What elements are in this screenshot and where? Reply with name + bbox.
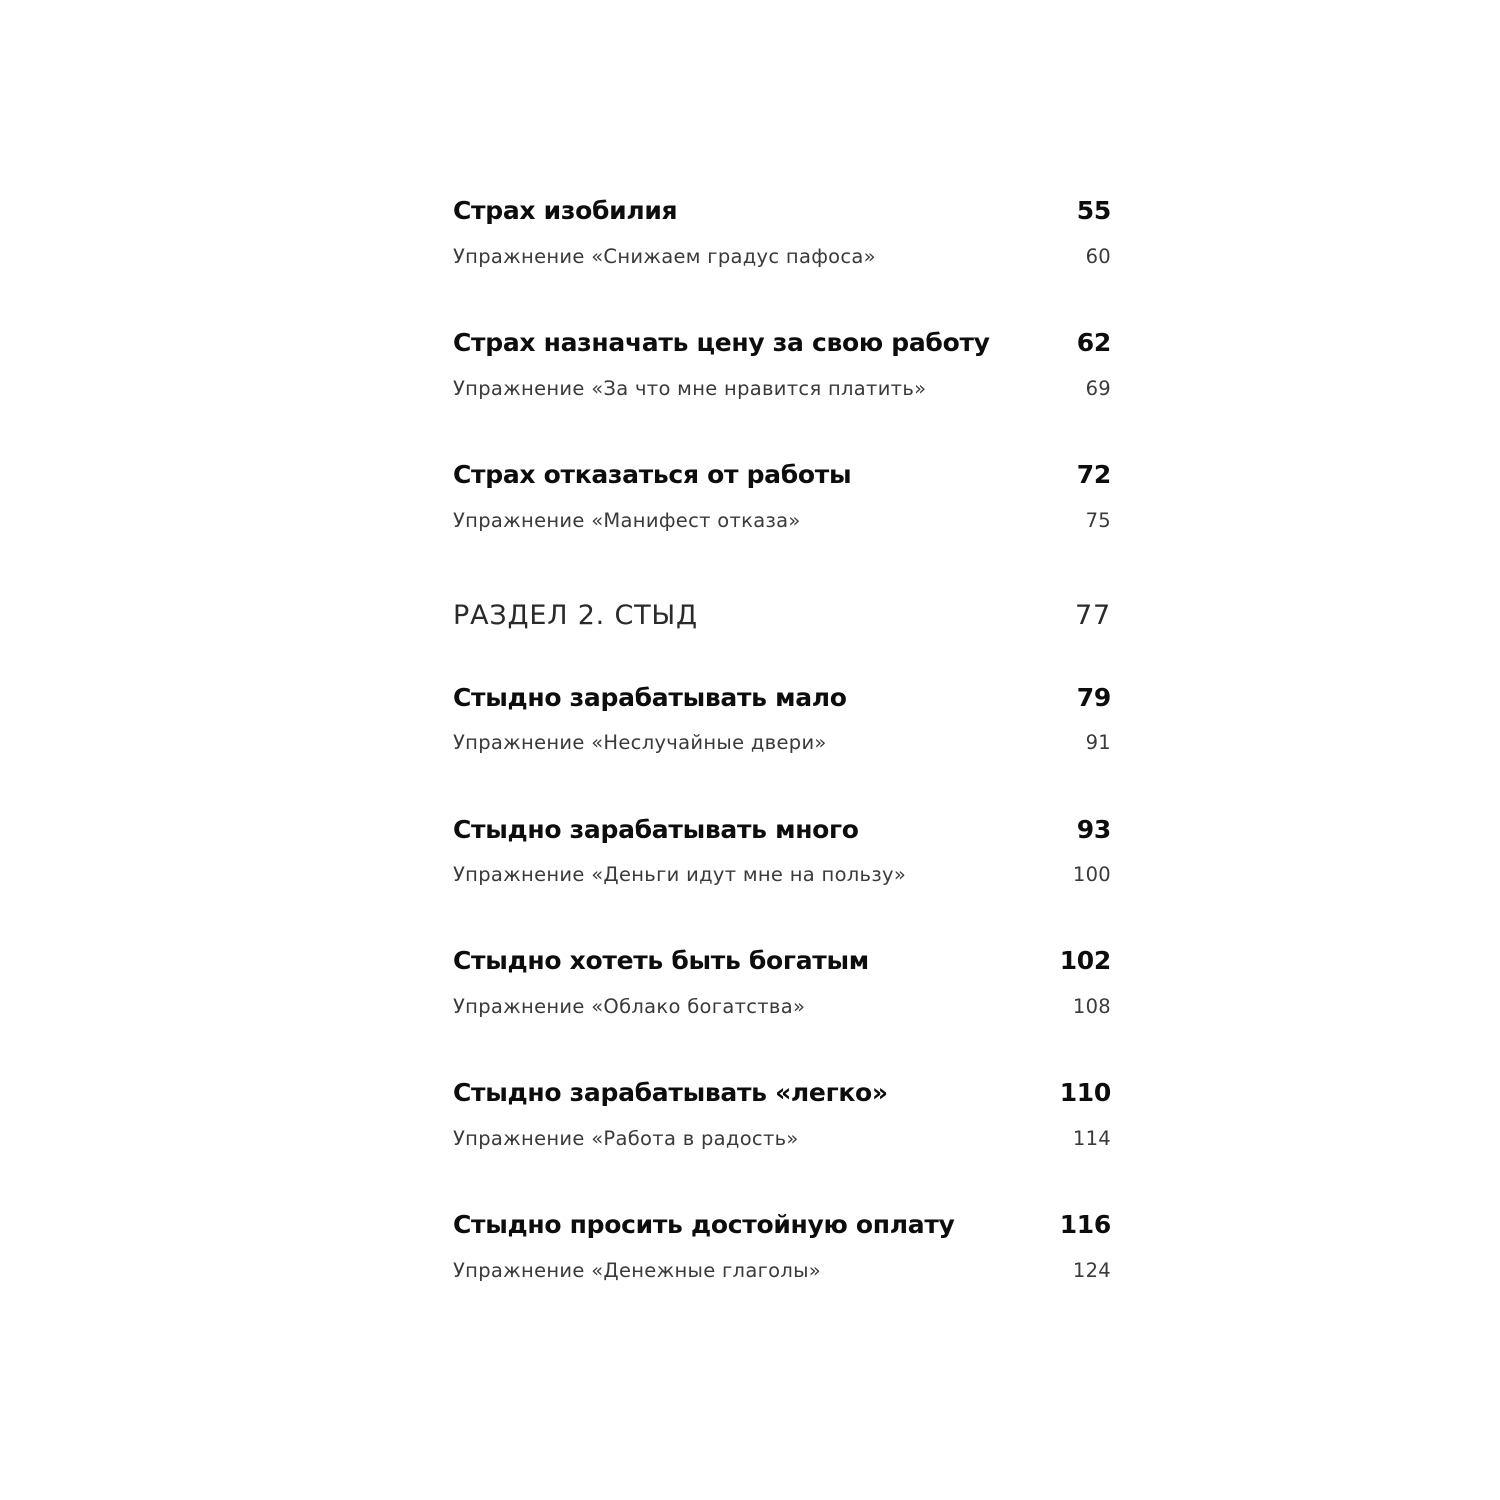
page-number: 116 — [1059, 1210, 1111, 1239]
chapter-title: Страх назначать цену за свою работу — [453, 328, 990, 357]
toc-exercise-entry — [453, 731, 1111, 754]
toc-exercise-entry — [453, 245, 1111, 268]
page-number: 108 — [1072, 995, 1111, 1018]
toc-chapter-entry — [453, 460, 1111, 489]
page-number: 55 — [1076, 196, 1111, 225]
chapter-title: Страх отказаться от работы — [453, 460, 852, 489]
chapter-title: Стыдно хотеть быть богатым — [453, 946, 869, 975]
chapter-title: Стыдно зарабатывать много — [453, 815, 859, 844]
toc-exercise-entry — [453, 1127, 1111, 1150]
exercise-title: Упражнение «Облако богатства» — [453, 995, 806, 1018]
page-number: 91 — [1085, 731, 1111, 754]
page-number: 102 — [1059, 946, 1111, 975]
toc-exercise-entry — [453, 509, 1111, 532]
toc-exercise-entry — [453, 1259, 1111, 1282]
toc-chapter-entry — [453, 946, 1111, 975]
toc-chapter-entry — [453, 683, 1111, 712]
toc-chapter-entry — [453, 815, 1111, 844]
page-number: 79 — [1076, 683, 1111, 712]
page-number: 93 — [1076, 815, 1111, 844]
exercise-title: Упражнение «Работа в радость» — [453, 1127, 799, 1150]
toc-chapter-entry — [453, 1078, 1111, 1107]
page-number: 69 — [1085, 377, 1111, 400]
section-title: РАЗДЕЛ 2. СТЫД — [453, 600, 698, 631]
exercise-title: Упражнение «Неслучайные двери» — [453, 731, 827, 754]
page-number: 124 — [1072, 1259, 1111, 1282]
exercise-title: Упражнение «Деньги идут мне на пользу» — [453, 863, 907, 886]
exercise-title: Упражнение «Снижаем градус пафоса» — [453, 245, 876, 268]
exercise-title: Упражнение «За что мне нравится платить» — [453, 377, 927, 400]
page-number: 100 — [1072, 863, 1111, 886]
chapter-title: Стыдно зарабатывать «легко» — [453, 1078, 888, 1107]
exercise-title: Упражнение «Манифест отказа» — [453, 509, 801, 532]
page-number: 60 — [1085, 245, 1111, 268]
page-number: 62 — [1076, 328, 1111, 357]
toc-chapter-entry — [453, 328, 1111, 357]
toc-chapter-entry — [453, 196, 1111, 225]
chapter-title: Стыдно просить достойную оплату — [453, 1210, 955, 1239]
page-number: 72 — [1076, 460, 1111, 489]
toc-exercise-entry — [453, 995, 1111, 1018]
toc-section-heading — [453, 600, 1111, 631]
chapter-title: Стыдно зарабатывать мало — [453, 683, 847, 712]
chapter-title: Страх изобилия — [453, 196, 678, 225]
exercise-title: Упражнение «Денежные глаголы» — [453, 1259, 822, 1282]
page-number: 75 — [1085, 509, 1111, 532]
toc-chapter-entry — [453, 1210, 1111, 1239]
toc-exercise-entry — [453, 863, 1111, 886]
page-number: 114 — [1072, 1127, 1111, 1150]
toc-exercise-entry — [453, 377, 1111, 400]
page-number: 77 — [1075, 600, 1111, 631]
page-number: 110 — [1059, 1078, 1111, 1107]
